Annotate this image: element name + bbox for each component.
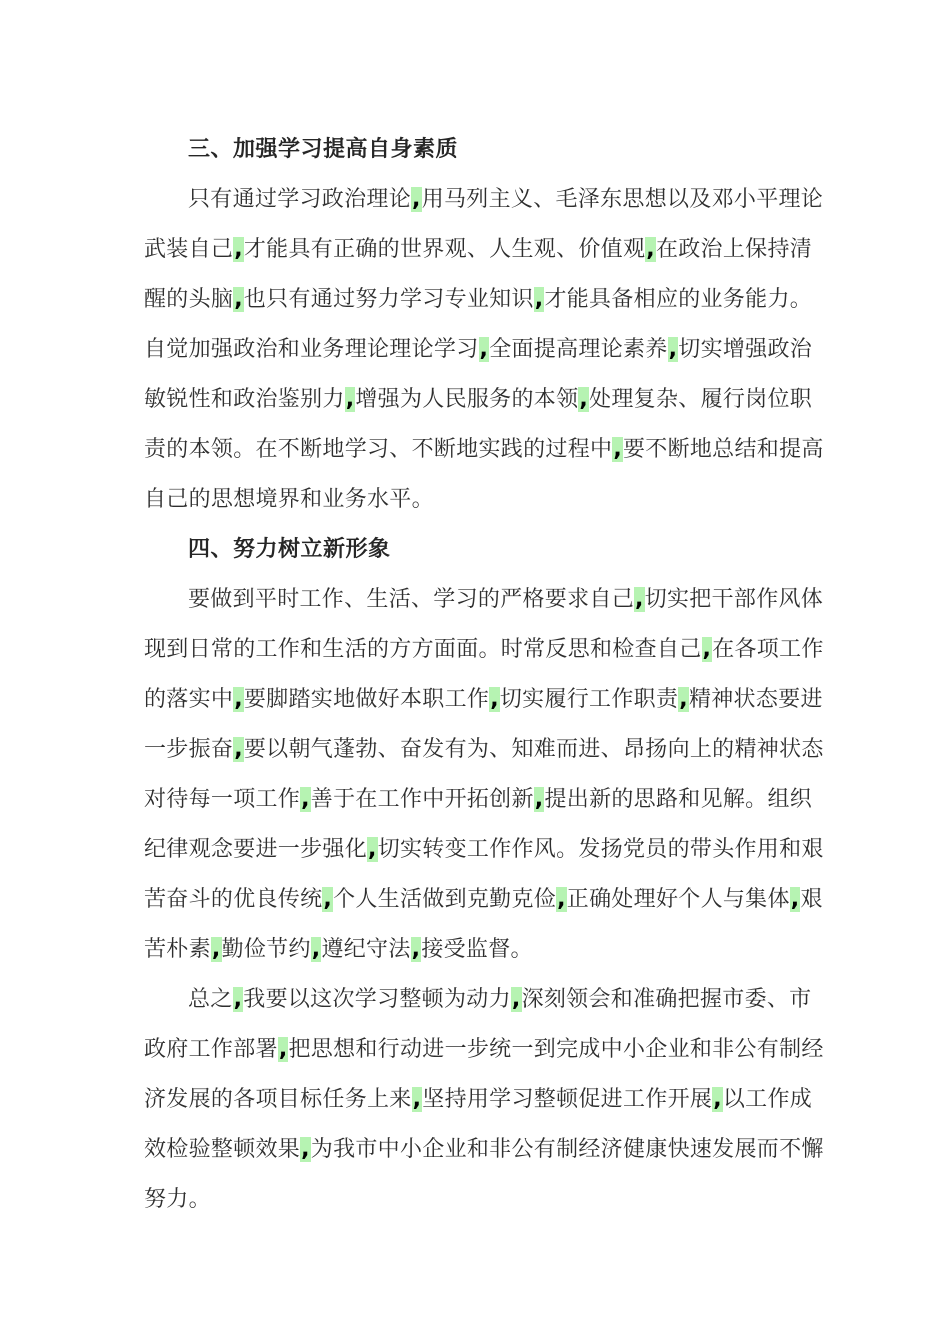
highlighted-comma: , (234, 737, 243, 762)
text-run: 处理复杂、履行岗位职责的本领。在不断地学习、不断地实践的过程中 (144, 387, 813, 462)
highlighted-comma: , (702, 637, 712, 662)
highlighted-comma: , (534, 787, 544, 812)
highlighted-comma: , (233, 987, 243, 1012)
text-run: 才能具备相应的业务能力。自觉加强政治和业务理论理论学习 (144, 287, 813, 362)
highlighted-comma: , (490, 687, 499, 712)
text-run: 精神状态要进一步振奋 (144, 687, 823, 762)
body-paragraph (144, 575, 824, 975)
highlighted-comma: , (511, 987, 521, 1012)
text-run: 为我市中小企业和非公有制经济健康快速发展而不懈努力。 (144, 1137, 824, 1212)
text-run: 以工作成效检验整顿效果 (144, 1087, 813, 1162)
text-run: 接受监督。 (421, 937, 533, 962)
text-run: 个人生活做到克勤克俭 (333, 887, 557, 912)
highlighted-comma: , (679, 687, 688, 712)
document-body (144, 125, 824, 1225)
text-run: 切实履行工作职责 (499, 687, 679, 712)
highlighted-comma: , (790, 887, 800, 912)
highlighted-comma: , (234, 237, 243, 262)
text-run: 切实把干部作风体现到日常的工作和生活的方方面面。时常反思和检查自己 (144, 587, 824, 662)
text-run: 要以朝气蓬勃、奋发有为、知难而进、昂扬向上的精神状态对待每一项工作 (144, 737, 824, 812)
text-run: 总之 (188, 987, 233, 1012)
text-run: 要不断地总结和提高自己的思想境界和业务水平。 (144, 437, 824, 512)
highlighted-comma: , (301, 1137, 310, 1162)
highlighted-comma: , (613, 437, 622, 462)
text-run: 全面提高理论素养 (489, 337, 668, 362)
text-run: 在政治上保持清醒的头脑 (144, 237, 813, 312)
highlighted-comma: , (668, 337, 678, 362)
text-run: 才能具有正确的世界观、人生观、价值观 (243, 237, 646, 262)
text-run: 只有通过学习政治理论 (188, 187, 412, 212)
highlighted-comma: , (713, 1087, 722, 1112)
body-paragraph (144, 175, 824, 525)
highlighted-comma: , (635, 587, 644, 612)
highlighted-comma: , (301, 787, 310, 812)
highlighted-comma: , (579, 387, 589, 412)
highlighted-comma: , (234, 687, 243, 712)
text-run: 用马列主义、毛泽东思想以及邓小平理论武装自己 (144, 187, 824, 262)
highlighted-comma: , (411, 937, 421, 962)
highlighted-comma: , (278, 1037, 288, 1062)
text-run: 坚持用学习整顿促进工作开展 (422, 1087, 713, 1112)
text-run: 深刻领会和准确把握市委、市政府工作部署 (144, 987, 812, 1062)
text-run: 善于在工作中开拓创新 (310, 787, 534, 812)
text-run: 切实转变工作作风。发扬党员的带头作用和艰苦奋斗的优良传统 (144, 837, 824, 912)
highlighted-comma: , (323, 887, 333, 912)
highlighted-comma: , (211, 937, 221, 962)
section-heading: 四、努力树立新形象 (188, 537, 391, 562)
text-run: 要脚踏实地做好本职工作 (243, 687, 490, 712)
text-run: 在各项工作的落实中 (144, 637, 824, 712)
text-run: 艰苦朴素 (144, 887, 823, 962)
highlighted-comma: , (368, 837, 377, 862)
text-run: 把思想和行动进一步统一到完成中小企业和非公有制经济发展的各项目标任务上来 (144, 1037, 824, 1112)
text-run: 提出新的思路和见解。组织纪律观念要进一步强化 (144, 787, 813, 862)
text-run: 我要以这次学习整顿为动力 (243, 987, 511, 1012)
highlighted-comma: , (412, 187, 421, 212)
highlighted-comma: , (311, 937, 321, 962)
body-paragraph (144, 975, 824, 1225)
text-run: 增强为人民服务的本领 (355, 387, 579, 412)
highlighted-comma: , (557, 887, 566, 912)
text-run: 要做到平时工作、生活、学习的严格要求自己 (188, 587, 635, 612)
highlighted-comma: , (412, 1087, 422, 1112)
highlighted-comma: , (534, 287, 544, 312)
text-run: 也只有通过努力学习专业知识 (243, 287, 534, 312)
highlighted-comma: , (479, 337, 489, 362)
text-run: 正确处理好个人与集体 (566, 887, 790, 912)
text-run: 切实增强政治敏锐性和政治鉴别力 (144, 337, 813, 412)
text-run: 勤俭节约 (221, 937, 311, 962)
highlighted-comma: , (646, 237, 655, 262)
highlighted-comma: , (345, 387, 355, 412)
highlighted-comma: , (234, 287, 243, 312)
text-run: 遵纪守法 (321, 937, 411, 962)
section-heading: 三、加强学习提高自身素质 (188, 137, 459, 162)
